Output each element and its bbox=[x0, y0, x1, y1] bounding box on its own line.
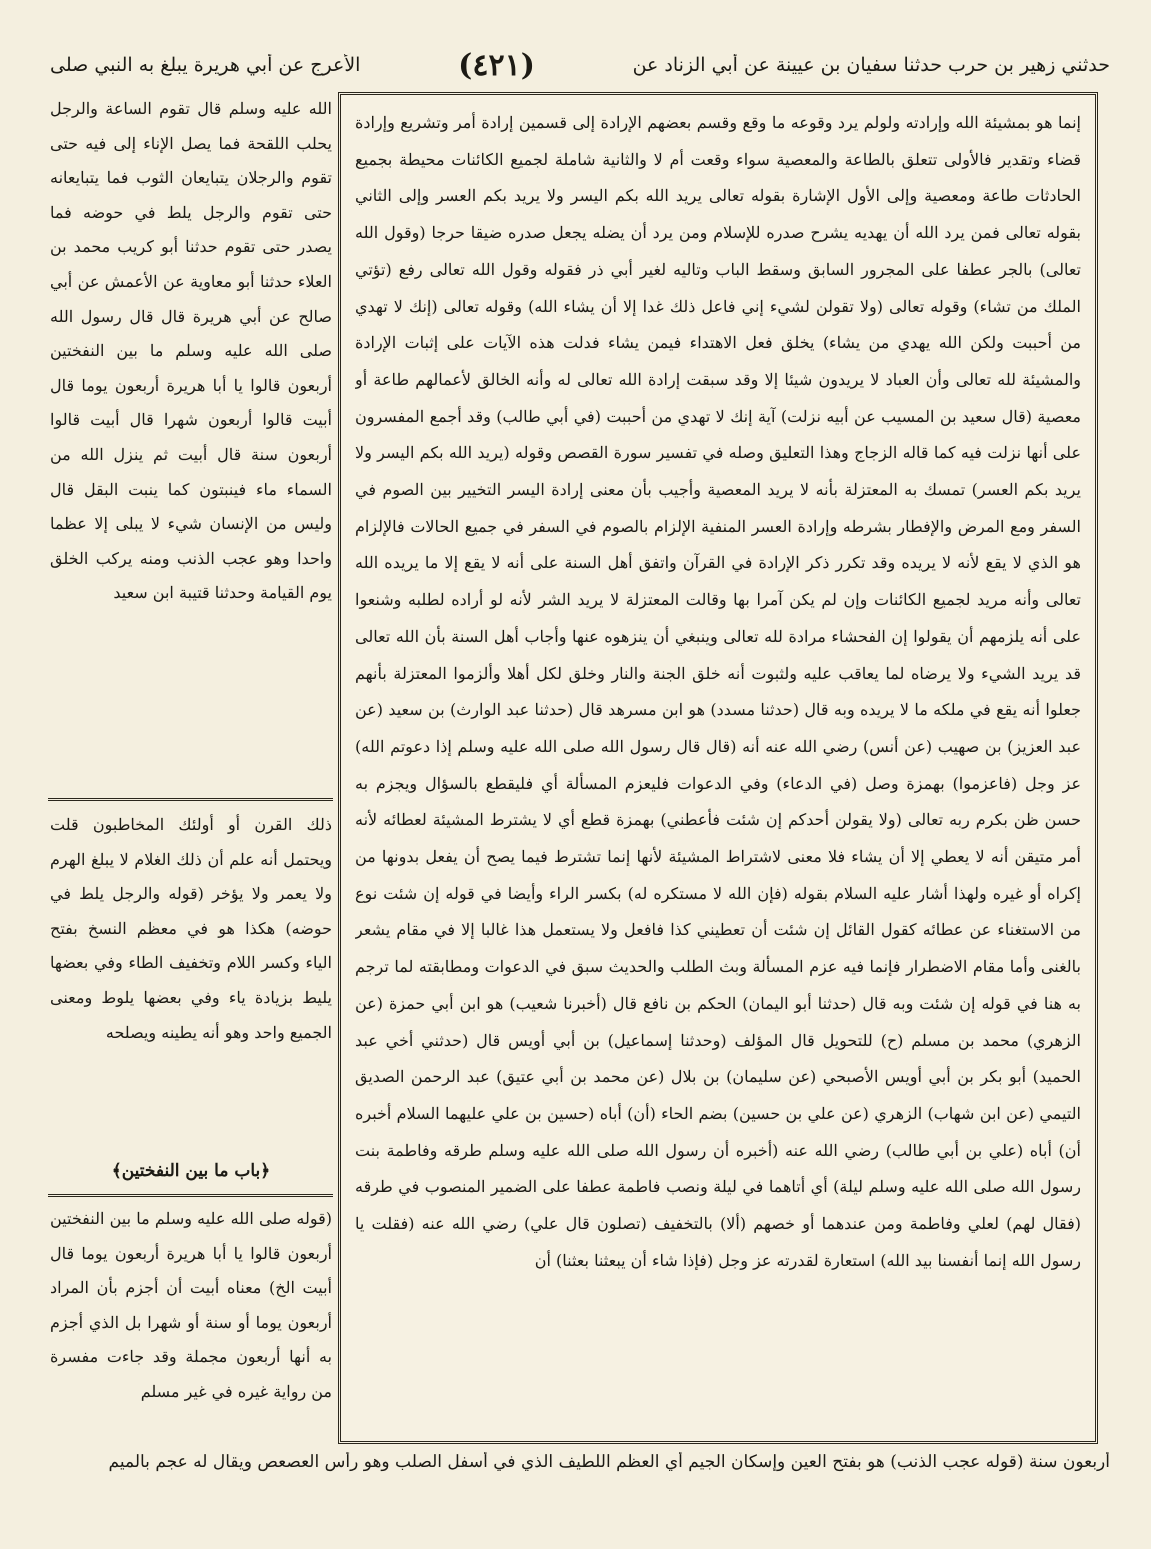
hadith-text-top: الله عليه وسلم قال تقوم الساعة والرجل يحلب اللقحة فما يصل الإناء إلى فيه حتى تقوم والرجلان يتبايعان الثوب فما يتبايعانه حتى تقوم والرجل يلط في حوضه فما يصدر حتى تقوم حدثنا أبو كريب محمد بن العلاء حدثنا أبو معاوية عن الأعمش عن أبي صالح عن أبي هريرة قال قال رسول الله صلى الله عليه وسلم ما بين النفختين أربعون قالوا يا أبا هريرة أربعون يوما قال أبيت قالوا أربعون شهرا قال أبيت قالوا أربعون سنة قال أبيت ثم ينزل الله من السماء ماء فينبتون كما ينبت البقل قال وليس من الإنسان شيء لا يبلى إلا عظما واحدا وهو عجب الذنب ومنه يركب الخلق يوم القيامة وحدثنا قتيبة ابن سعيد bbox=[50, 99, 332, 603]
margin-divider bbox=[48, 798, 333, 801]
page-number: (٤٢١) bbox=[458, 47, 535, 83]
header-isnad-left: الأعرج عن أبي هريرة يبلغ به النبي صلى bbox=[50, 54, 361, 76]
margin-divider bbox=[48, 1194, 333, 1197]
margin-commentary-middle: ذلك القرن أو أولئك المخاطبون قلت ويحتمل أنه علم أن ذلك الغلام لا يبلغ الهرم ولا يعمر ولا يؤخر (قوله والرجل يلط في حوضه) هكذا هو في معظم النسخ بفتح الياء وكسر اللام وتخفيف الطاء وفي بعضها يليط بزيادة ياء وفي بعضها يلوط ومعنى الجميع واحد وهو أنه يطينه ويصلحه bbox=[50, 815, 332, 1042]
header-isnad-right: حدثني زهير بن حرب حدثنا سفيان بن عيينة عن أبي الزناد عن bbox=[632, 54, 1110, 76]
chapter-title: ﴿باب ما بين النفختين﴾ bbox=[111, 1161, 271, 1181]
margin-commentary-bottom: (قوله صلى الله عليه وسلم ما بين النفختين أربعون قالوا يا أبا هريرة أربعون يوما قال أبيت الخ) معناه أبيت أن أجزم بأن المراد أربعون يوما أو سنة أو شهرا بل الذي أجزم به أنها أربعون مجملة وقد جاءت مفسرة من رواية غيره في غير مسلم bbox=[50, 1209, 332, 1401]
commentary-frame bbox=[338, 92, 1098, 1444]
commentary-text: إنما هو بمشيئة الله وإرادته ولولم يرد وقوعه ما وقع وقسم بعضهم الإرادة إلى قسمين إرادة أمر وتشريع وإرادة قضاء وتقدير فالأولى تتعلق بالطاعة والمعصية سواء وقعت أم لا والثانية شاملة لجميع الكائنات محيطة بجميع الحادثات طاعة ومعصية وإلى الأول الإشارة بقوله تعالى يريد الله بكم اليسر ولا يريد بكم العسر وإلى الثاني بقوله تعالى فمن يرد الله أن يهديه يشرح صدره للإسلام ومن يرد أن يضله يجعل صدره ضيقا حرجا (وقول الله تعالى) بالجر عطفا على المجرور السابق وسقط الباب وتاليه لغير أبي ذر فقوله وقول الله تعالى رفع (تؤتي الملك من تشاء) وقوله تعالى (ولا تقولن لشيء إني فاعل ذلك غدا إلا أن يشاء الله) وقوله تعالى (إنك لا تهدي من أحببت ولكن الله يهدي من يشاء) يخلق فعل الاهتداء فيمن يشاء فدلت هذه الآيات على إثبات الإرادة والمشيئة لله تعالى وأن العباد لا يريدون شيئا إلا وقد سبقت إرادة الله تعالى له وأنه الخالق لأعمالهم طاعة أو معصية (قال سعيد بن المسيب عن أبيه نزلت) آية إنك لا تهدي من أحببت (في أبي طالب) وقد أجمع المفسرون على أنها نزلت فيه كما قاله الزجاج وهذا التعليق وصله في تفسير سورة القصص وقوله (يريد الله بكم اليسر ولا يريد بكم العسر) تمسك به المعتزلة بأنه لا يريد المعصية وأجيب بأن معنى إرادة اليسر التخيير بين الصوم في السفر ومع المرض والإفطار بشرطه وإرادة العسر المنفية الإلزام بالصوم في السفر في جميع الحالات فالإلزام هو الذي لا يقع لأنه لا يريده وقد تكرر ذكر الإرادة في القرآن واتفق أهل السنة على أنه لا يقع إلا ما يريده الله تعالى وأنه مريد لجميع الكائنات وإن لم يكن آمرا بها وقالت المعتزلة لا يريد الشر لأنه لو أراده لطلبه وشنعوا على أنه يلزمهم أن يقولوا إن الفحشاء مرادة لله تعالى وينبغي أن ينزهوه عنها وأجاب أهل السنة بأن الله تعالى قد يريد الشيء ولا يرضاه لما يعاقب عليه ولثبوت أنه خلق الجنة والنار وخلق لكل أهلا وألزموا المعتزلة بأنهم جعلوا أنه يقع في ملكه ما لا يريده وبه قال (حدثنا مسدد) هو ابن مسرهد قال (حدثنا عبد الوارث) بن سعيد (عن عبد العزيز) بن صهيب (عن أنس) رضي الله عنه أنه (قال قال رسول الله صلى الله عليه وسلم إذا دعوتم الله) عز وجل (فاعزموا) بهمزة وصل (في الدعاء) وفي الدعوات فليعزم المسألة أي فليقطع بالسؤال ويجزم به حسن ظن بكرم ربه تعالى (ولا يقولن أحدكم إن شئت فأعطني) بهمزة قطع أي لا يشترط المشيئة لعطائه لأنه أمر متيقن أنه لا يعطي إلا أن يشاء فلا معنى لاشتراط المشيئة لأنها إنما تشترط فيما يصح أن يفعل بدونها من إكراه أو غيره ولهذا أشار عليه السلام بقوله (فإن الله لا مستكره له) بكسر الراء وأيضا في قوله إن شئت نوع من الاستغناء عن عطائه كقول القائل إن شئت أن تعطيني كذا فافعل ولا يستعمل هذا غالبا إلا في مقام يشعر بالغنى وأما مقام الاضطرار فإنما فيه عزم المسألة وبث الطلب والحديث سبق في الدعوات ومطابقته لما ترجم به هنا في قوله إن شئت وبه قال (حدثنا أبو اليمان) الحكم بن نافع قال (أخبرنا شعيب) هو ابن أبي حمزة (عن الزهري) محمد بن مسلم (ح) للتحويل قال المؤلف (وحدثنا إسماعيل) بن أبي أويس قال (حدثني أخي عبد الحميد) أبو بكر بن أبي أويس الأصبحي (عن سليمان) بن بلال (عن محمد بن أبي عتيق) عبد الرحمن الصديق التيمي (عن ابن شهاب) الزهري (عن علي بن حسين) بضم الحاء (أن) أباه (حسين بن علي عليهما السلام أخبره أن) أباه (علي بن أبي طالب) رضي الله عنه (أخبره أن رسول الله صلى الله عليه وسلم طرقه وفاطمة بنت رسول الله صلى الله عليه وسلم ليلة) أي أتاهما في ليلة ونصب فاطمة عطفا على الضمير المنصوب في طرقه (فقال لهم) لعلي وفاطمة ومن عندهما أو خصهم (ألا) بالتخفيف (تصلون قال علي) رضي الله عنه (فقلت يا رسول الله إنما أنفسنا بيد الله) استعارة لقدرته عز وجل (فإذا شاء أن يبعثنا بعثنا) أن bbox=[355, 113, 1081, 1270]
page-footer: أربعون سنة (قوله عجب الذنب) هو بفتح العين وإسكان الجيم أي العظم اللطيف الذي في أسفل الصلب وهو رأس العصعص ويقال له عجم بالميم bbox=[108, 1452, 1110, 1472]
page-header bbox=[50, 40, 1110, 90]
